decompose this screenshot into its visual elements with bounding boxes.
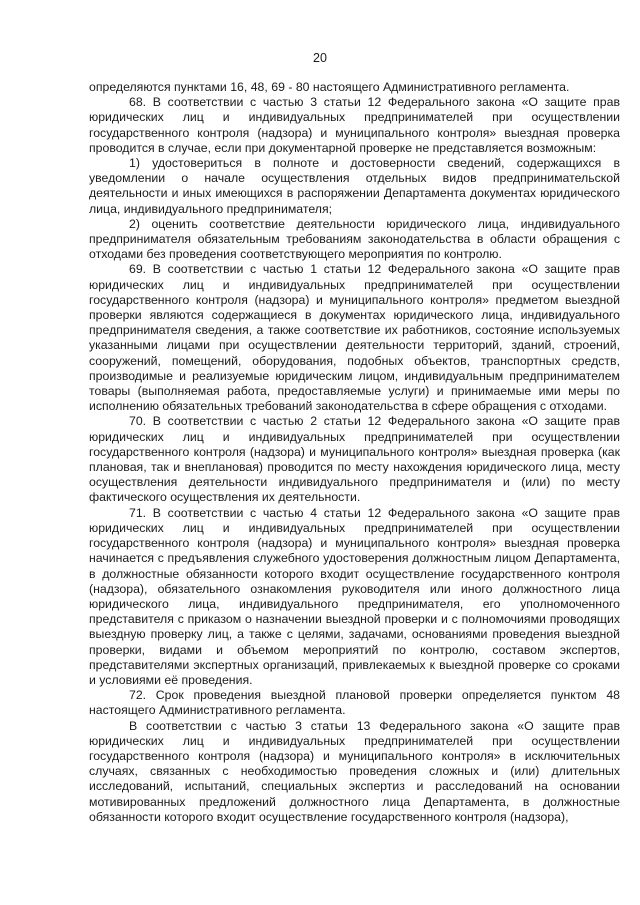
paragraph-68: 68. В соответствии с частью 3 статьи 12 Федерального закона «О защите прав юридических лиц и индивидуальных предпринимателей при осуществлении государственного контроля (надзора) и муниципального контроля» выездная проверка проводится в случае, если при документарной проверке не представляется возможным: xyxy=(89,95,620,155)
page-number: 20 xyxy=(313,51,327,65)
paragraph-68-item-2: 2) оценить соответствие деятельности юридического лица, индивидуального предпринимателя обязательным требованиям законодательства в области обращения с отходами без проведения соответствующего мероприятия по контролю. xyxy=(89,216,620,262)
paragraph-70: 70. В соответствии с частью 2 статьи 12 Федерального закона «О защите прав юридических лиц и индивидуальных предпринимателей при осуществлении государственного контроля (надзора) и муниципального контроля» выездная проверка (как плановая, так и внеплановая) проводится по месту нахождения юридического лица, месту осуществления деятельности индивидуального предпринимателя и (или) по месту фактического осуществления их деятельности. xyxy=(89,414,620,505)
document-body xyxy=(89,80,620,825)
paragraph-71: 71. В соответствии с частью 4 статьи 12 Федерального закона «О защите прав юридических лиц и индивидуальных предпринимателей при осуществлении государственного контроля (надзора) и муниципального контроля» выездная проверка начинается с предъявления служебного удостоверения должностным лицом Департамента, в должностные обязанности которого входит осуществление государственного контроля (надзора), обязательного ознакомления руководителя или иного должностного лица юридического лица, индивидуального предпринимателя, его уполномоченного представителя с приказом о назначении выездной проверки и с полномочиями проводящих выездную проверку лиц, а также с целями, задачами, основаниями проведения выездной проверки, видами и объемом мероприятий по контролю, составом экспертов, представителями экспертных организаций, привлекаемых к выездной проверке со сроками и условиями её проведения. xyxy=(89,505,620,687)
paragraph-69: 69. В соответствии с частью 1 статьи 12 Федерального закона «О защите прав юридических лиц и индивидуальных предпринимателей при осуществлении государственного контроля (надзора) и муниципального контроля» предметом выездной проверки являются содержащиеся в документах юридического лица, индивидуального предпринимателя сведения, а также соответствие их работников, состояние используемых указанными лицами при осуществлении деятельности территорий, зданий, строений, сооружений, помещений, оборудования, подобных объектов, транспортных средств, производимые и реализуемые юридическим лицом, индивидуальным предпринимателем товары (выполняемая работа, предоставляемые услуги) и принимаемые ими меры по исполнению обязательных требований законодательства в сфере обращения с отходами. xyxy=(89,262,620,414)
paragraph-68-item-1: 1) удостовериться в полноте и достоверности сведений, содержащихся в уведомлении о начале осуществления отдельных видов предпринимательской деятельности и иных имеющихся в распоряжении Департамента документах юридического лица, индивидуального предпринимателя; xyxy=(89,156,620,216)
paragraph-72-continuation: В соответствии с частью 3 статьи 13 Федерального закона «О защите прав юридических лиц и индивидуальных предпринимателей при осуществлении государственного контроля (надзора) и муниципального контроля» в исключительных случаях, связанных с необходимостью проведения сложных и (или) длительных исследований, испытаний, специальных экспертиз и расследований на основании мотивированных предложений должностного лица Департамента, в должностные обязанности которого входит осуществление государственного контроля (надзора), xyxy=(89,718,620,824)
paragraph-72: 72. Срок проведения выездной плановой проверки определяется пунктом 48 настоящего Административного регламента. xyxy=(89,688,620,718)
paragraph-continuation: определяются пунктами 16, 48, 69 - 80 настоящего Административного регламента. xyxy=(89,80,570,94)
